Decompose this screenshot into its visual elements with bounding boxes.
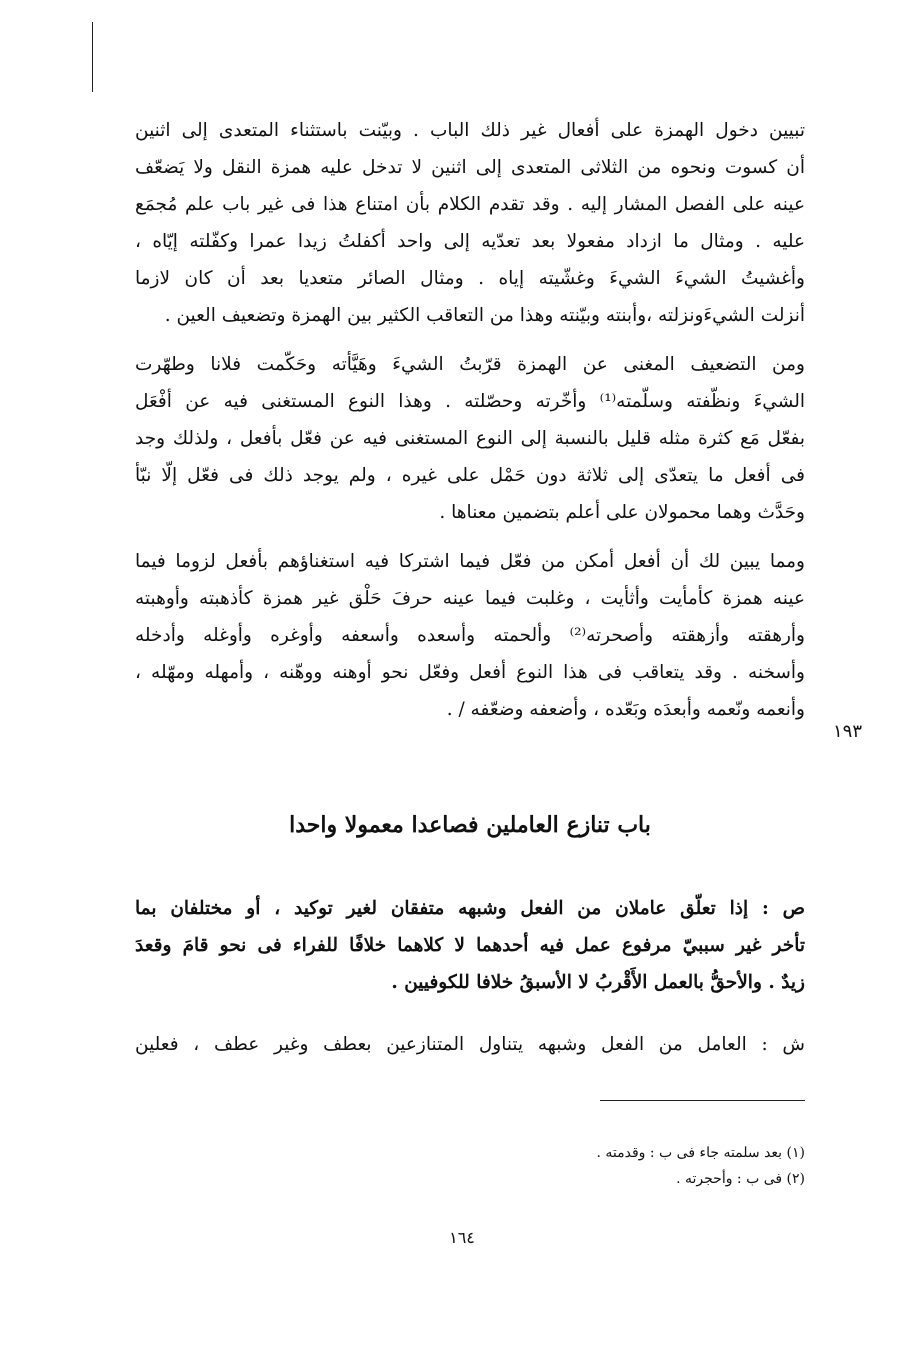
text-line: عليه . ومثال ما ازداد مفعولا بعد تعدّيه إلى واحد أكفلتُ زيدا عمرا وكفّلته إيّاه ، <box>135 231 805 252</box>
text-line: وحَدَّث وهما محمولان على أعلم بتضمين معناها . <box>439 502 805 523</box>
text-line: وأرهقته وأزهقته وأصحرته⁽²⁾ وألحمته وأسعده وأسعفه وأوغره وأوغله وأدخله <box>135 625 805 646</box>
matn-text <box>135 890 805 1001</box>
text-line: وأنعمه ونّعمه وأبعدَه وبَعّده ، وأضعفه وضعّفه / . <box>446 699 805 720</box>
text-line: أنزلت الشيءَونزلته ،وأبنته وبيّنته وهذا من التعاقب الكثير بين الهمزة وتضعيف العين . <box>164 305 805 326</box>
text-line: وأسخنه . وقد يتعاقب فى هذا النوع أفعل وفعّل نحو أوهنه ووهّنه ، وأمهله ومهّله ، <box>135 662 805 683</box>
chapter-heading: باب تنازع العاملين فصاعدا معمولا واحدا <box>289 812 651 838</box>
margin-page-reference: ١٩٣ <box>833 721 863 742</box>
sharh-text <box>135 1026 805 1063</box>
text-line: عينه على الفصل المشار إليه . وقد تقدم الكلام بأن امتناع هذا فى غير باب علم مُجمَع <box>135 194 805 215</box>
text-line: فى أفعل ما يتعدّى إلى ثلاثة دون حَمْل على غيره ، ولم يوجد ذلك فى فعّل إلّا نبّأ <box>135 465 805 486</box>
text-line: بفعّل مَع كثرة مثله قليل بالنسبة إلى النوع المستغنى فيه عن فعّل بأفعل ، ولذلك وجد <box>135 428 805 449</box>
text-line: ومما يبين لك أن أفعل أمكن من فعّل فيما اشتركا فيه استغناؤهم بأفعل لزوما فيما <box>135 551 805 572</box>
corner-rule-mark <box>92 22 93 92</box>
text-line: وأغشيتُ الشيءَ الشيءَ وغشّيته إياه . ومثال الصائر متعديا بعد أن كان لازما <box>135 268 805 289</box>
text-line: عينه همزة كأمأيت وأثأيت ، وغلبت فيما عينه حرفَ حَلْق غير همزة كأذهبته وأوهبته <box>135 588 805 609</box>
paragraph-2 <box>135 346 805 531</box>
footnote-2: (٢) فى ب : وأحجرته . <box>676 1171 805 1187</box>
matn-line: تأخر غير سببيّ مرفوع عمل فيه أحدهما لا كلاهما خلافًا للفراء فى نحو قامَ وقعدَ <box>135 935 805 956</box>
paragraph-3 <box>135 543 805 728</box>
text-line: ومن التضعيف المغنى عن الهمزة قرّبتُ الشيءَ وهَيَّأته وحَكّمت فلانا وطهّرت <box>135 354 805 375</box>
main-text <box>135 112 805 740</box>
text-line: الشيءَ ونظّفته وسلّمته⁽¹⁾ وأخّرته وحصّلته . وهذا النوع المستغنى فيه عن أفْعَل <box>135 391 805 412</box>
text-line: تبيين دخول الهمزة على أفعال غير ذلك الباب . وبيّنت باستثناء المتعدى إلى اثنين <box>135 120 805 141</box>
matn-line: زيدٌ . والأحقُّ بالعمل الأَقْربُ لا الأسبقُ خلافا للكوفيين . <box>391 972 805 993</box>
paragraph-1 <box>135 112 805 334</box>
matn-line: ص : إذا تعلّق عاملان من الفعل وشبهه متفقان لغير توكيد ، أو مختلفان بما <box>135 898 805 919</box>
footnotes <box>135 1140 805 1192</box>
page-number: ١٦٤ <box>449 1228 475 1247</box>
text-line: أن كسوت ونحوه من الثلاثى المتعدى إلى اثنين لا تدخل عليه همزة النقل ولا يَضعّف <box>135 157 805 178</box>
footnote-1: (١) بعد سلمته جاء فى ب : وقدمته . <box>596 1145 805 1161</box>
footnote-separator <box>600 1100 805 1101</box>
sharh-line: ش : العامل من الفعل وشبهه يتناول المتنازعين بعطف وغير عطف ، فعلين <box>135 1034 805 1055</box>
